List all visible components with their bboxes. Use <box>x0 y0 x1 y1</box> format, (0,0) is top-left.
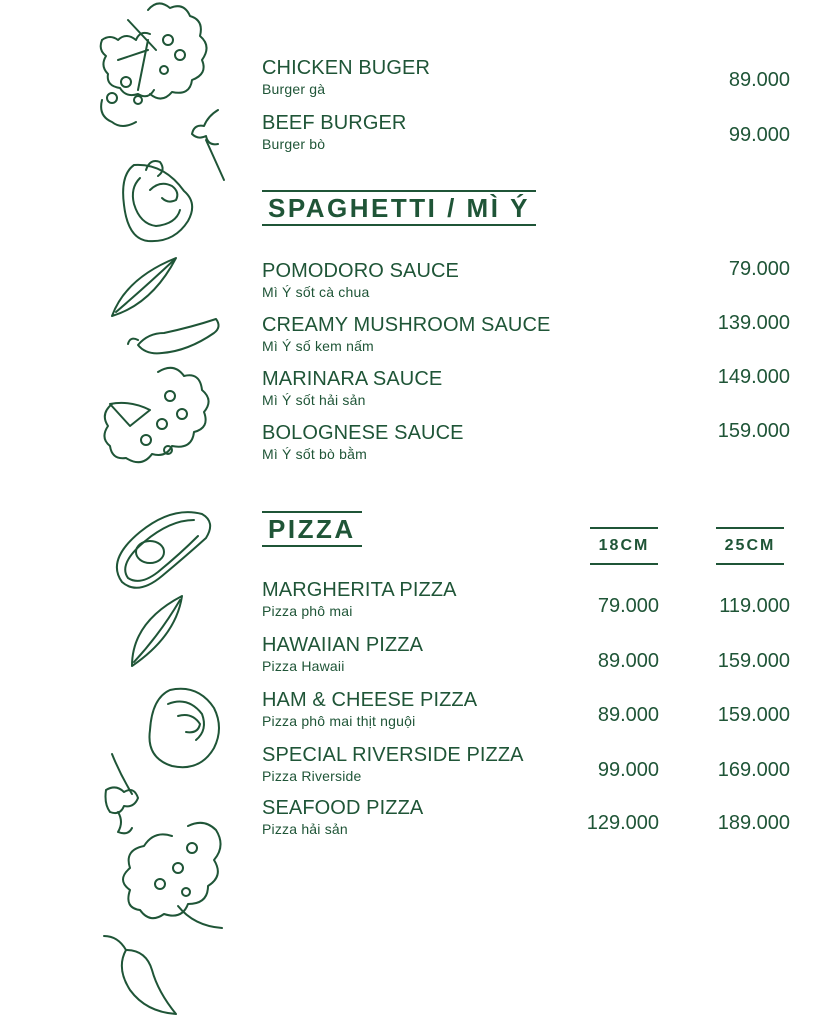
item-name: CHICKEN BUGER <box>262 57 430 79</box>
item-name: CREAMY MUSHROOM SAUCE <box>262 314 551 336</box>
item-price: 159.000 <box>717 420 790 442</box>
item-name: BOLOGNESE SAUCE <box>262 422 464 444</box>
menu-item-bolognese <box>262 421 792 471</box>
item-description: Pizza hải sản <box>262 821 348 837</box>
chili-pepper-icon <box>128 319 219 353</box>
item-price-18cm: 79.000 <box>597 595 659 617</box>
item-price: 149.000 <box>717 366 790 388</box>
item-price: 89.000 <box>728 69 790 91</box>
cauliflower-icon <box>123 823 222 928</box>
bell-pepper-icon <box>123 161 192 241</box>
item-description: Pizza Hawaii <box>262 658 345 674</box>
item-description: Burger gà <box>262 81 326 97</box>
menu-item-marinara <box>262 367 792 417</box>
menu-item-pomodoro <box>262 259 792 309</box>
menu-item-creamy-mushroom <box>262 313 792 363</box>
menu-item-chicken-burger <box>262 56 792 106</box>
item-name: POMODORO SAUCE <box>262 260 459 282</box>
avocado-icon <box>117 512 210 588</box>
item-price-25cm: 159.000 <box>717 650 790 672</box>
item-price-18cm: 89.000 <box>597 704 659 726</box>
cilantro-icon <box>106 754 139 833</box>
item-price: 79.000 <box>728 258 790 280</box>
menu-item-ham-cheese <box>262 688 792 738</box>
item-price-25cm: 169.000 <box>717 759 790 781</box>
menu-item-special-riverside <box>262 743 792 793</box>
item-price-18cm: 99.000 <box>597 759 659 781</box>
leaf-icon <box>112 258 176 316</box>
item-name: SEAFOOD PIZZA <box>262 797 424 819</box>
item-name: HAM & CHEESE PIZZA <box>262 689 478 711</box>
bell-pepper-icon <box>149 689 219 767</box>
item-name: HAWAIIAN PIZZA <box>262 634 424 656</box>
item-description: Pizza phô mai thịt nguội <box>262 713 416 729</box>
section-title-pizza: PIZZA <box>262 511 362 547</box>
menu-item-hawaiian <box>262 633 792 683</box>
item-name: SPECIAL RIVERSIDE PIZZA <box>262 744 524 766</box>
cauliflower-icon <box>104 368 208 462</box>
size-header-25cm: 25CM <box>716 527 784 565</box>
cilantro-icon <box>192 110 224 180</box>
item-price-25cm: 119.000 <box>719 595 790 617</box>
item-description: Mì Ý sốt hải sản <box>262 392 366 408</box>
menu-item-margherita <box>262 578 792 628</box>
item-description: Mì Ý số kem nấm <box>262 338 374 354</box>
item-price: 139.000 <box>717 312 790 334</box>
item-price-18cm: 129.000 <box>586 812 659 834</box>
item-price: 99.000 <box>728 124 790 146</box>
broccoli-icon <box>101 3 207 126</box>
item-price-18cm: 89.000 <box>597 650 659 672</box>
chili-pepper-icon <box>104 936 176 1014</box>
vegetable-illustration-strip <box>98 0 226 1024</box>
item-description: Pizza phô mai <box>262 603 353 619</box>
item-description: Burger bò <box>262 136 326 152</box>
size-header-18cm: 18CM <box>590 527 658 565</box>
item-name: BEEF BURGER <box>262 112 407 134</box>
item-description: Mì Ý sốt bò bằm <box>262 446 367 462</box>
item-description: Mì Ý sốt cà chua <box>262 284 370 300</box>
section-title-spaghetti: SPAGHETTI / MÌ Ý <box>262 190 536 226</box>
item-name: MARGHERITA PIZZA <box>262 579 457 601</box>
item-price-25cm: 189.000 <box>717 812 790 834</box>
item-description: Pizza Riverside <box>262 768 362 784</box>
menu-item-seafood <box>262 796 792 846</box>
item-name: MARINARA SAUCE <box>262 368 443 390</box>
leaf-icon <box>132 596 182 666</box>
menu-item-beef-burger <box>262 111 792 161</box>
item-price-25cm: 159.000 <box>717 704 790 726</box>
